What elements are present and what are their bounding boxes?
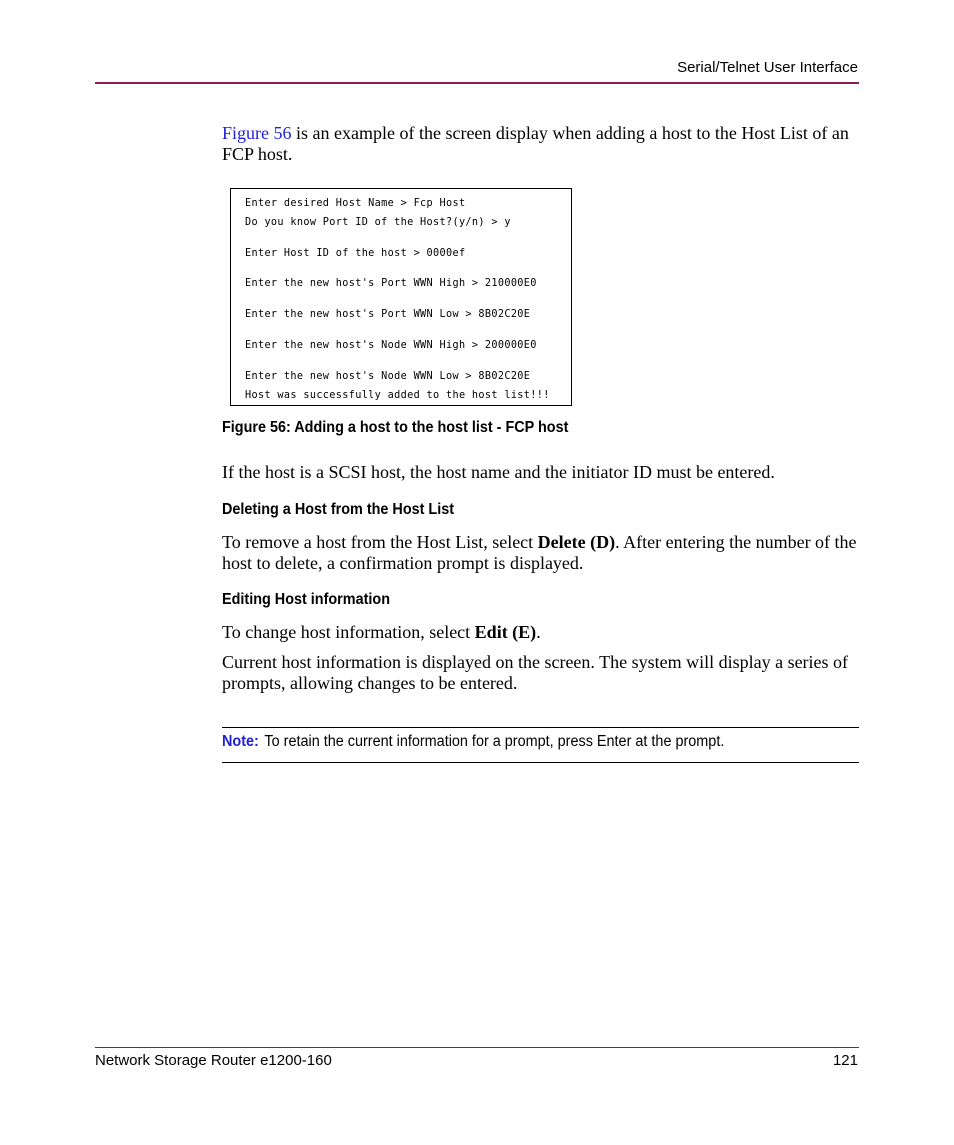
delete-command: Delete (D) [537, 532, 616, 552]
terminal-line: Do you know Port ID of the Host?(y/n) > y [245, 217, 511, 228]
section-heading-delete: Deleting a Host from the Host List [222, 501, 455, 518]
note-bottom-rule [222, 762, 859, 763]
terminal-line: Enter the new host's Port WWN Low > 8B02C20E [245, 309, 531, 320]
page-number: 121 [832, 1052, 858, 1069]
terminal-line: Enter the new host's Node WWN Low > 8B02C20E [245, 371, 531, 382]
note [222, 733, 724, 751]
delete-text-after: . After entering the number of the host to delete, a confirmation prompt is displayed. [222, 532, 857, 573]
section-heading-edit: Editing Host information [222, 591, 390, 608]
running-header: Serial/Telnet User Interface [677, 59, 858, 76]
note-text-after: at the prompt. [631, 733, 725, 750]
footer-rule [95, 1047, 859, 1048]
header-rule [95, 82, 859, 84]
delete-paragraph [222, 532, 858, 574]
terminal-line: Enter desired Host Name > Fcp Host [245, 198, 466, 209]
note-top-rule [222, 727, 859, 728]
delete-text-before: To remove a host from the Host List, select [222, 532, 538, 552]
terminal-line: Host was successfully added to the host list!!! [245, 390, 550, 401]
terminal-line: Enter the new host's Node WWN High > 200000E0 [245, 340, 537, 351]
edit-text-before: To change host information, select [222, 622, 475, 642]
intro-paragraph [222, 123, 858, 165]
note-key: Enter [596, 733, 632, 750]
note-text-before: To retain the current information for a prompt, press [264, 733, 597, 750]
edit-command: Edit (E) [474, 622, 537, 642]
figure-56-link[interactable]: Figure 56 [222, 123, 292, 143]
note-label: Note: [222, 733, 259, 750]
figure-caption: Figure 56: Adding a host to the host list - FCP host [222, 419, 569, 436]
edit-paragraph-2: Current host information is displayed on the screen. The system will display a series of prompts, allowing changes to be entered. [222, 652, 849, 693]
terminal-line: Enter Host ID of the host > 0000ef [245, 248, 466, 259]
scsi-paragraph: If the host is a SCSI host, the host name and the initiator ID must be entered. [222, 462, 775, 482]
terminal-screenshot [230, 188, 572, 406]
terminal-line: Enter the new host's Port WWN High > 210000E0 [245, 278, 537, 289]
edit-paragraph [222, 622, 858, 643]
intro-text: is an example of the screen display when adding a host to the Host List of an FCP host. [222, 123, 849, 164]
footer-product: Network Storage Router e1200-160 [95, 1052, 332, 1069]
edit-text-after: . [536, 622, 541, 642]
